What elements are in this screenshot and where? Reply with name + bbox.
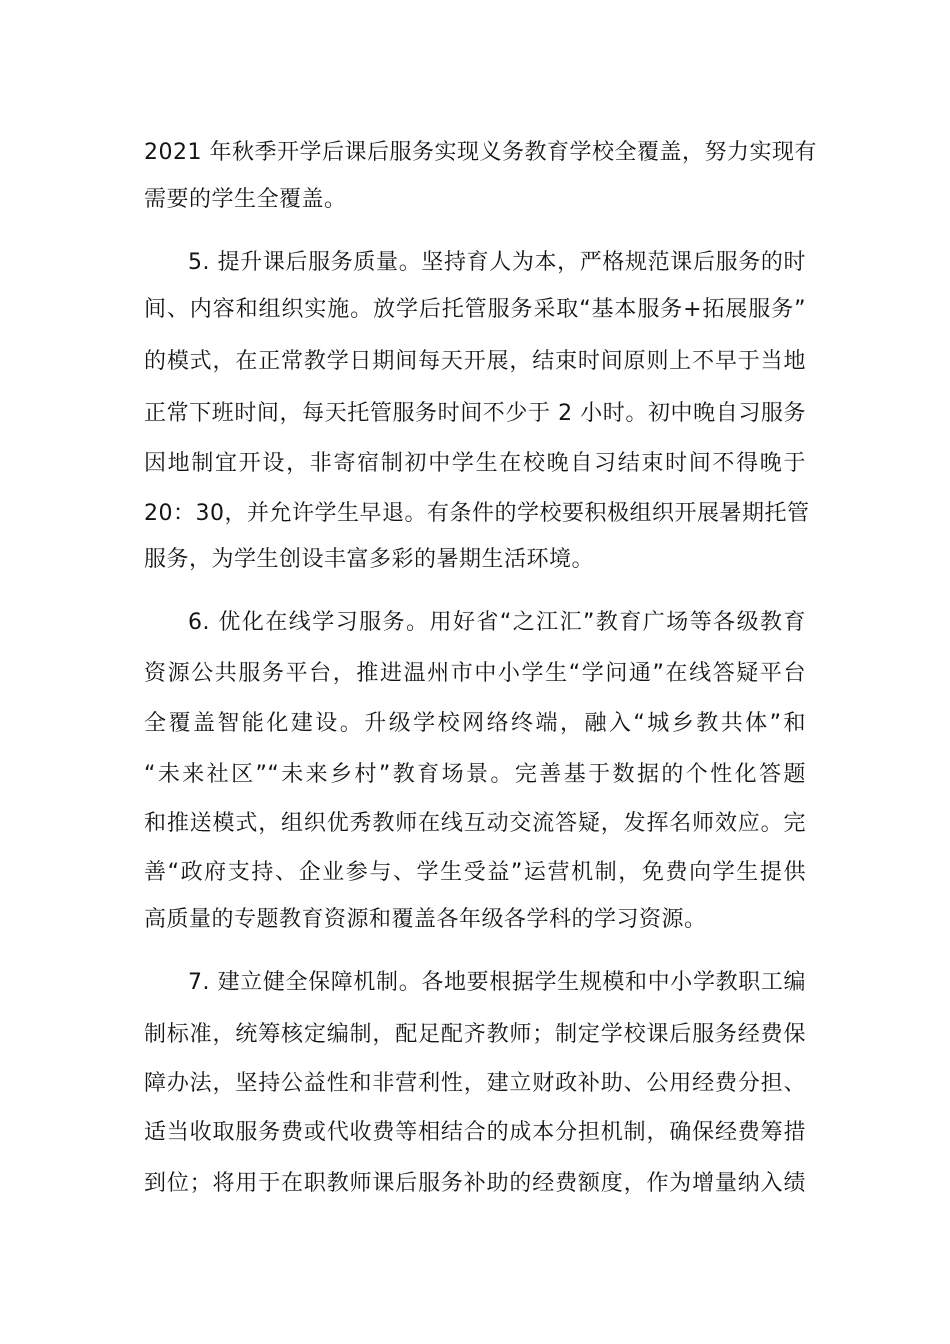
paragraph-line: 适当收取服务费或代收费等相结合的成本分担机制，确保经费筹措 [144,1120,806,1145]
paragraph-line: 障办法，坚持公益性和非营利性，建立财政补助、公用经费分担、 [144,1071,806,1096]
paragraph-line: 20：30，并允许学生早退。有条件的学校要积极组织开展暑期托管 [144,501,810,526]
paragraph-line: “未来社区”“未来乡村”教育场景。完善基于数据的个性化答题 [144,762,806,787]
paragraph-line: 因地制宜开设，非寄宿制初中学生在校晚自习结束时间不得晚于 [144,451,806,476]
paragraph-line: 2021 年秋季开学后课后服务实现义务教育学校全覆盖，努力实现有 [144,140,817,165]
paragraph-line: 7. 建立健全保障机制。各地要根据学生规模和中小学教职工编 [188,970,806,995]
paragraph-line: 间、内容和组织实施。放学后托管服务采取“基本服务+拓展服务” [144,297,806,322]
paragraph-line: 资源公共服务平台，推进温州市中小学生“学问通”在线答疑平台 [144,661,806,686]
paragraph-line: 制标准，统筹核定编制，配足配齐教师；制定学校课后服务经费保 [144,1022,806,1047]
paragraph-line: 的模式，在正常教学日期间每天开展，结束时间原则上不早于当地 [144,349,806,374]
paragraph-line: 5. 提升课后服务质量。坚持育人为本，严格规范课后服务的时 [188,250,806,275]
paragraph-line: 正常下班时间，每天托管服务时间不少于 2 小时。初中晚自习服务 [144,401,806,426]
paragraph-line: 全覆盖智能化建设。升级学校网络终端，融入“城乡教共体”和 [144,711,807,736]
paragraph-line: 到位；将用于在职教师课后服务补助的经费额度，作为增量纳入绩 [144,1171,806,1196]
paragraph-line: 需要的学生全覆盖。 [144,187,347,212]
paragraph-line: 服务，为学生创设丰富多彩的暑期生活环境。 [144,547,595,572]
paragraph-line: 6. 优化在线学习服务。用好省“之江汇”教育广场等各级教育 [188,610,806,635]
paragraph-line: 善“政府支持、企业参与、学生受益”运营机制，免费向学生提供 [144,860,806,885]
paragraph-line: 高质量的专题教育资源和覆盖各年级各学科的学习资源。 [144,907,707,932]
paragraph-line: 和推送模式，组织优秀教师在线互动交流答疑，发挥名师效应。完 [144,811,806,836]
